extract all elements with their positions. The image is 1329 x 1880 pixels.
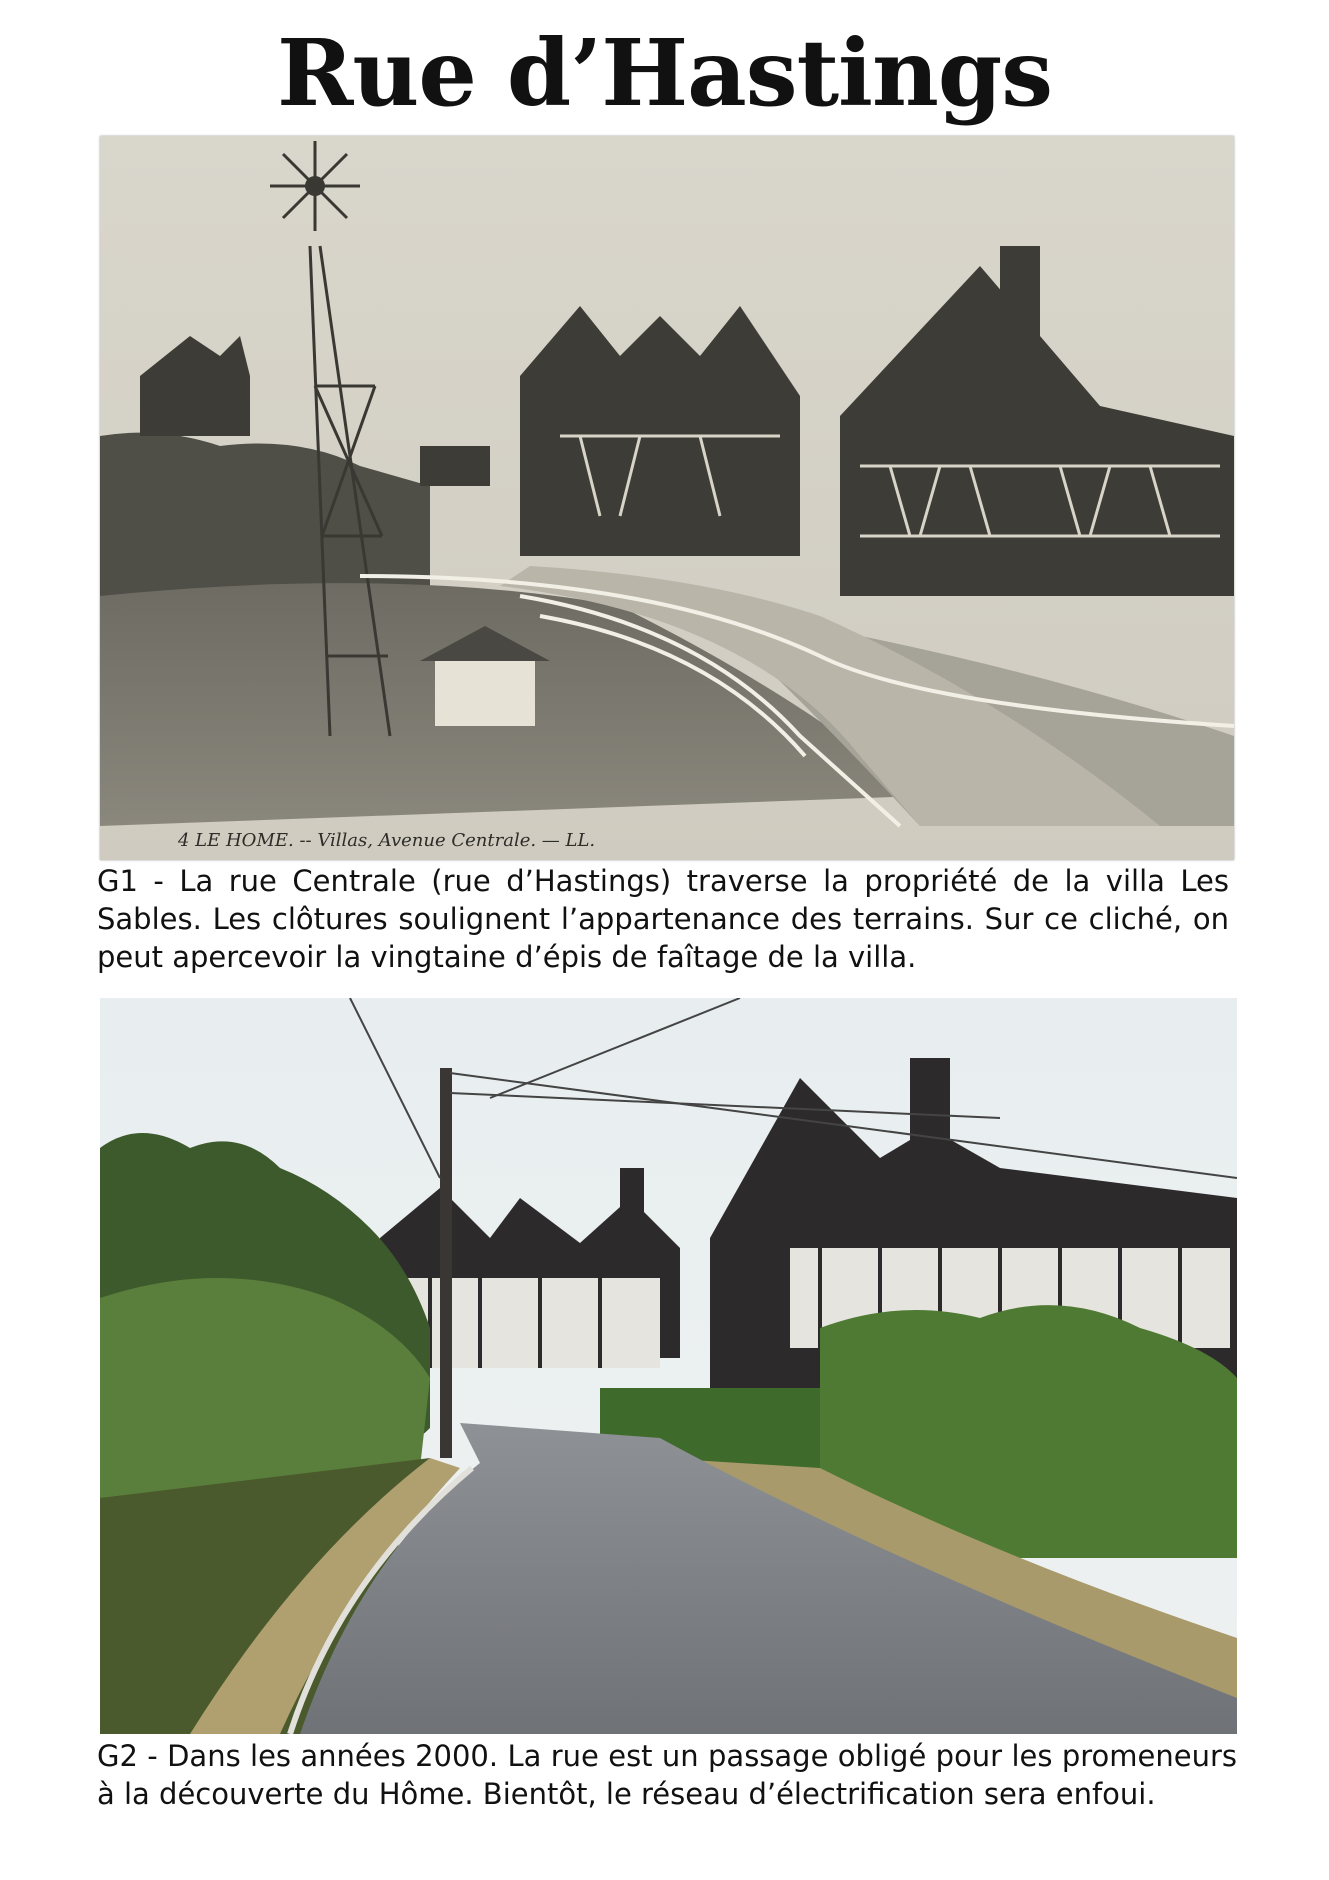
postcard-legend: 4 LE HOME. -- Villas, Avenue Centrale. — LL. — [178, 830, 596, 851]
street-illustration — [100, 998, 1237, 1734]
street-photo-g2 — [100, 998, 1237, 1734]
caption-g1: G1 - La rue Centrale (rue d’Hastings) traverse la propriété de la villa Les Sables. Les clôtures soulignent l’appartenance des terrains. Sur ce cliché, on peut apercevoir la vingtaine d’épis de faîtage de la villa. — [97, 864, 1229, 974]
postcard-illustration — [100, 136, 1234, 860]
postcard-photo-g1 — [100, 136, 1234, 860]
page-title: Rue d’Hastings — [276, 19, 1053, 127]
caption-g2: G2 - Dans les années 2000. La rue est un passage obligé pour les promeneurs à la découverte du Hôme. Bientôt, le réseau d’électrification sera enfoui. — [97, 1739, 1237, 1811]
